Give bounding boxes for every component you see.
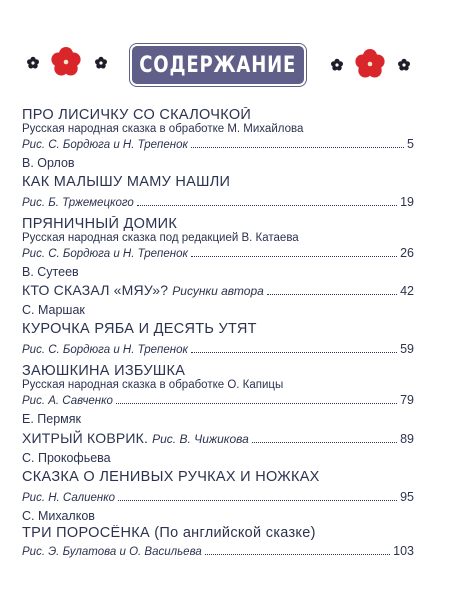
- story-subtitle: Русская народная сказка в обработке М. Михайлова: [22, 123, 304, 135]
- illustrator-row: [22, 489, 414, 505]
- small-flower-icon: [330, 58, 344, 72]
- story-title: ЗАЮШКИНА ИЗБУШКА: [22, 363, 186, 379]
- page-number: 26: [400, 246, 414, 260]
- page-number: 79: [400, 393, 414, 407]
- story-title: КАК МАЛЫШУ МАМУ НАШЛИ: [22, 174, 231, 190]
- author: С. Михалков: [22, 509, 95, 523]
- page-number: 95: [400, 490, 414, 504]
- illustrator: Рис. В. Чижикова: [152, 432, 249, 446]
- dot-leader: [118, 500, 397, 501]
- story-title: ПРО ЛИСИЧКУ СО СКАЛОЧКОЙ: [22, 107, 252, 123]
- illustrator: Рисунки автора: [172, 284, 264, 298]
- illustrator-row: [22, 245, 414, 261]
- header: [0, 44, 450, 90]
- table-of-contents: [22, 107, 414, 559]
- illustrator: Рис. Б. Тржемецкого: [22, 197, 134, 209]
- toc-entry[interactable]: [22, 451, 414, 505]
- story-title: СКАЗКА О ЛЕНИВЫХ РУЧКАХ И НОЖКАХ: [22, 469, 320, 485]
- illustrator-row: [22, 543, 414, 559]
- author: Е. Пермяк: [22, 412, 82, 426]
- toc-entry[interactable]: [22, 107, 414, 152]
- toc-entry[interactable]: [22, 216, 414, 261]
- toc-entry[interactable]: [22, 412, 414, 447]
- title-row: [22, 430, 414, 447]
- story-title: ПРЯНИЧНЫЙ ДОМИК: [22, 216, 178, 232]
- toc-entry[interactable]: [22, 509, 414, 559]
- dot-leader: [191, 147, 404, 148]
- illustrator: Рис. С. Бордюга и Н. Трепенок: [22, 139, 188, 151]
- illustrator-row: [22, 341, 414, 357]
- story-title: КТО СКАЗАЛ «МЯУ»?: [22, 282, 169, 298]
- author: В. Орлов: [22, 156, 75, 170]
- story-title: ХИТРЫЙ КОВРИК.: [22, 430, 149, 446]
- contents-title-box: [130, 44, 306, 86]
- story-subtitle: Русская народная сказка под редакцией В. Катаева: [22, 232, 299, 244]
- page-number: 42: [400, 284, 414, 298]
- page-number: 5: [407, 137, 414, 151]
- story-title: КУРОЧКА РЯБА И ДЕСЯТЬ УТЯТ: [22, 321, 257, 337]
- toc-entry[interactable]: [22, 303, 414, 357]
- dot-leader: [252, 442, 397, 443]
- title-row: [22, 282, 414, 299]
- dot-leader: [205, 554, 390, 555]
- dot-leader: [267, 294, 397, 295]
- illustrator: Рис. А. Савченко: [22, 395, 113, 407]
- illustrator-row: [22, 392, 414, 408]
- story-title: ТРИ ПОРОСЁНКА (По английской сказке): [22, 525, 316, 541]
- story-subtitle: Русская народная сказка в обработке О. Капицы: [22, 379, 284, 391]
- author: С. Маршак: [22, 303, 85, 317]
- illustrator: Рис. С. Бордюга и Н. Трепенок: [22, 344, 188, 356]
- page-number: 89: [400, 432, 414, 446]
- small-flower-icon: [94, 56, 108, 70]
- author: В. Сутеев: [22, 265, 79, 279]
- illustrator: Рис. Э. Булатова и О. Васильева: [22, 546, 202, 558]
- dot-leader: [191, 256, 397, 257]
- page-number: 103: [393, 544, 414, 558]
- small-flower-icon: [26, 56, 40, 70]
- toc-entry[interactable]: [22, 363, 414, 408]
- dot-leader: [116, 403, 397, 404]
- red-flower-icon: [354, 48, 386, 80]
- illustrator-row: [22, 136, 414, 152]
- toc-entry[interactable]: [22, 265, 414, 299]
- contents-title: СОДЕРЖАНИЕ: [139, 52, 297, 78]
- illustrator: Рис. С. Бордюга и Н. Трепенок: [22, 248, 188, 260]
- dot-leader: [137, 205, 397, 206]
- small-flower-icon: [397, 58, 411, 72]
- illustrator-row: [22, 194, 414, 210]
- red-flower-icon: [50, 46, 82, 78]
- illustrator: Рис. Н. Салиенко: [22, 492, 116, 504]
- toc-entry[interactable]: [22, 156, 414, 210]
- dot-leader: [191, 352, 397, 353]
- author: С. Прокофьева: [22, 451, 111, 465]
- page-number: 19: [400, 195, 414, 209]
- page-number: 59: [400, 342, 414, 356]
